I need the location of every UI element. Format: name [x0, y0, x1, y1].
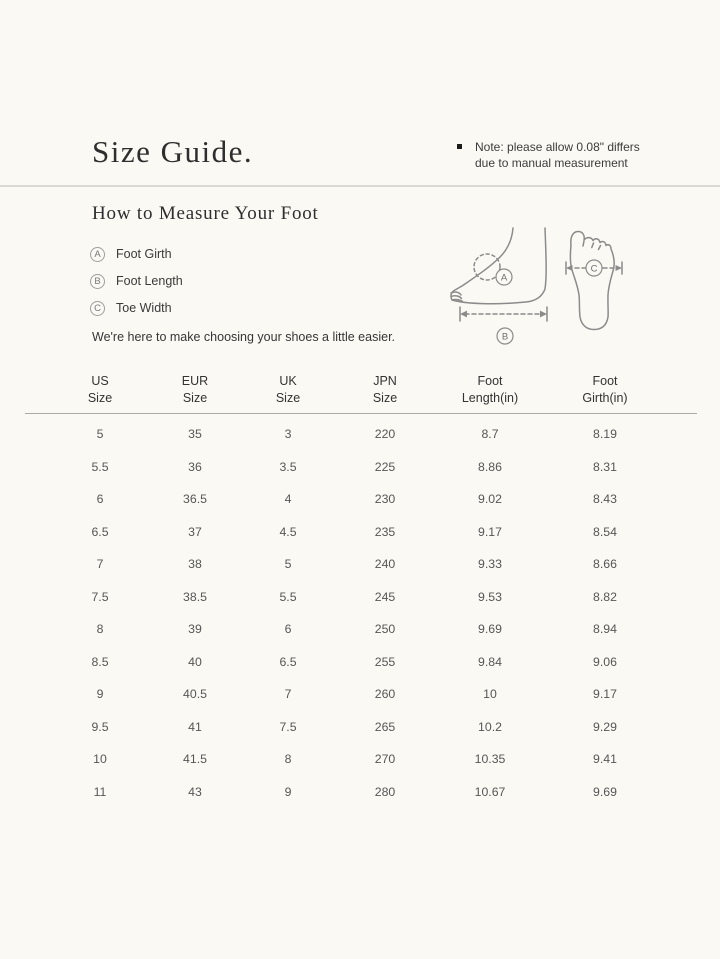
- diagram-label-a: A: [500, 272, 508, 284]
- table-row: [25, 743, 697, 776]
- diagram-label-c: C: [590, 263, 598, 275]
- cell-foot-length: 10: [483, 687, 497, 702]
- cell-eur: 35: [188, 427, 202, 442]
- cell-us: 8.5: [91, 654, 109, 669]
- column-header-jpn: JPN Size: [372, 374, 398, 405]
- cell-eur: 36.5: [183, 492, 207, 507]
- table-row: [25, 711, 697, 744]
- cell-eur: 40.5: [183, 687, 207, 702]
- cell-foot-girth: 9.41: [593, 752, 617, 767]
- cell-jpn: 280: [374, 784, 396, 799]
- column-header-us: US Size: [87, 374, 113, 405]
- cell-foot-length: 9.53: [478, 589, 502, 604]
- cell-jpn: 235: [374, 524, 396, 539]
- cell-us: 7: [96, 557, 104, 572]
- cell-us: 8: [96, 622, 104, 637]
- legend-label: Toe Width: [116, 301, 172, 315]
- cell-uk: 6.5: [279, 654, 297, 669]
- cell-foot-length: 8.86: [478, 459, 502, 474]
- cell-foot-girth: 9.29: [593, 719, 617, 734]
- cell-us: 11: [93, 784, 107, 799]
- cell-jpn: 270: [374, 752, 396, 767]
- cell-jpn: 225: [374, 459, 396, 474]
- table-row: [25, 548, 697, 581]
- circled-a-icon: A: [90, 247, 105, 262]
- cell-uk: 4.5: [279, 524, 297, 539]
- cell-uk: 9: [284, 784, 292, 799]
- cell-jpn: 230: [374, 492, 396, 507]
- circled-b-icon: B: [90, 274, 105, 289]
- cell-foot-length: 9.02: [478, 492, 502, 507]
- cell-us: 5.5: [91, 459, 109, 474]
- cell-foot-length: 9.69: [478, 622, 502, 637]
- table-row: [25, 451, 697, 484]
- cell-uk: 3.5: [279, 459, 297, 474]
- cell-uk: 7: [284, 687, 292, 702]
- table-row: [25, 581, 697, 614]
- column-header-uk: UK Size: [275, 374, 301, 405]
- legend-item-foot-girth: [90, 246, 183, 262]
- legend-item-toe-width: [90, 300, 183, 316]
- table-row: [25, 776, 697, 809]
- cell-foot-length: 9.84: [478, 654, 502, 669]
- foot-side-illustration: [451, 228, 546, 304]
- table-row: [25, 613, 697, 646]
- column-header-foot-length: Foot Length(in): [461, 374, 519, 405]
- cell-us: 10: [93, 752, 107, 767]
- cell-uk: 5.5: [279, 589, 297, 604]
- size-table: [25, 368, 697, 808]
- cell-jpn: 220: [374, 427, 396, 442]
- cell-foot-girth: 8.31: [593, 459, 617, 474]
- square-bullet-icon: [457, 144, 462, 149]
- foot-measurement-diagram: [438, 218, 650, 360]
- cell-uk: 4: [284, 492, 292, 507]
- cell-foot-length: 9.17: [478, 524, 502, 539]
- cell-jpn: 250: [374, 622, 396, 637]
- cell-jpn: 245: [374, 589, 396, 604]
- cell-foot-girth: 9.06: [593, 654, 617, 669]
- cell-foot-length: 10.2: [478, 719, 502, 734]
- size-table-header: [25, 368, 697, 414]
- cell-eur: 41.5: [183, 752, 207, 767]
- cell-us: 9: [96, 687, 104, 702]
- measurement-note: [457, 139, 640, 171]
- measure-caption: We're here to make choosing your shoes a little easier.: [92, 330, 396, 344]
- cell-foot-girth: 8.19: [593, 427, 617, 442]
- column-header-eur: EUR Size: [181, 374, 209, 405]
- legend-label: Foot Length: [116, 274, 183, 288]
- cell-uk: 3: [284, 427, 292, 442]
- cell-us: 6: [96, 492, 104, 507]
- cell-eur: 43: [188, 784, 202, 799]
- cell-foot-girth: 8.54: [593, 524, 617, 539]
- column-header-foot-girth: Foot Girth(in): [582, 374, 628, 405]
- cell-jpn: 240: [374, 557, 396, 572]
- cell-foot-girth: 8.43: [593, 492, 617, 507]
- cell-eur: 38: [188, 557, 202, 572]
- cell-uk: 5: [284, 557, 292, 572]
- cell-jpn: 260: [374, 687, 396, 702]
- cell-foot-girth: 8.66: [593, 557, 617, 572]
- cell-us: 6.5: [91, 524, 109, 539]
- cell-foot-girth: 9.69: [593, 784, 617, 799]
- cell-us: 9.5: [91, 719, 109, 734]
- cell-foot-length: 10.67: [474, 784, 506, 799]
- cell-uk: 8: [284, 752, 292, 767]
- cell-foot-length: 9.33: [478, 557, 502, 572]
- table-row: [25, 483, 697, 516]
- cell-foot-girth: 9.17: [593, 687, 617, 702]
- cell-jpn: 265: [374, 719, 396, 734]
- note-line-1: Note: please allow 0.08" differs: [475, 140, 640, 154]
- cell-us: 5: [96, 427, 104, 442]
- legend-label: Foot Girth: [116, 247, 172, 261]
- note-text: [475, 139, 640, 171]
- measure-heading: How to Measure Your Foot: [92, 203, 319, 224]
- length-measure-arrow: [460, 307, 547, 344]
- cell-eur: 38.5: [183, 589, 207, 604]
- cell-eur: 40: [188, 654, 202, 669]
- cell-uk: 7.5: [279, 719, 297, 734]
- diagram-label-b: B: [501, 331, 509, 343]
- note-line-2: due to manual measurement: [475, 156, 628, 170]
- section-divider: [0, 185, 720, 187]
- cell-eur: 41: [188, 719, 202, 734]
- table-row: [25, 646, 697, 679]
- size-table-body: [25, 414, 697, 808]
- cell-eur: 36: [188, 459, 202, 474]
- legend-item-foot-length: [90, 273, 183, 289]
- table-row: [25, 678, 697, 711]
- cell-foot-girth: 8.94: [593, 622, 617, 637]
- cell-eur: 39: [188, 622, 202, 637]
- measure-legend: [90, 246, 183, 327]
- table-row: [25, 418, 697, 451]
- cell-foot-length: 10.35: [474, 752, 506, 767]
- circled-c-icon: C: [90, 301, 105, 316]
- cell-uk: 6: [284, 622, 292, 637]
- table-row: [25, 516, 697, 549]
- cell-foot-length: 8.7: [481, 427, 499, 442]
- cell-eur: 37: [188, 524, 202, 539]
- foot-sole-illustration: [566, 232, 622, 330]
- cell-foot-girth: 8.82: [593, 589, 617, 604]
- page-title: Size Guide.: [92, 134, 254, 169]
- cell-us: 7.5: [91, 589, 109, 604]
- cell-jpn: 255: [374, 654, 396, 669]
